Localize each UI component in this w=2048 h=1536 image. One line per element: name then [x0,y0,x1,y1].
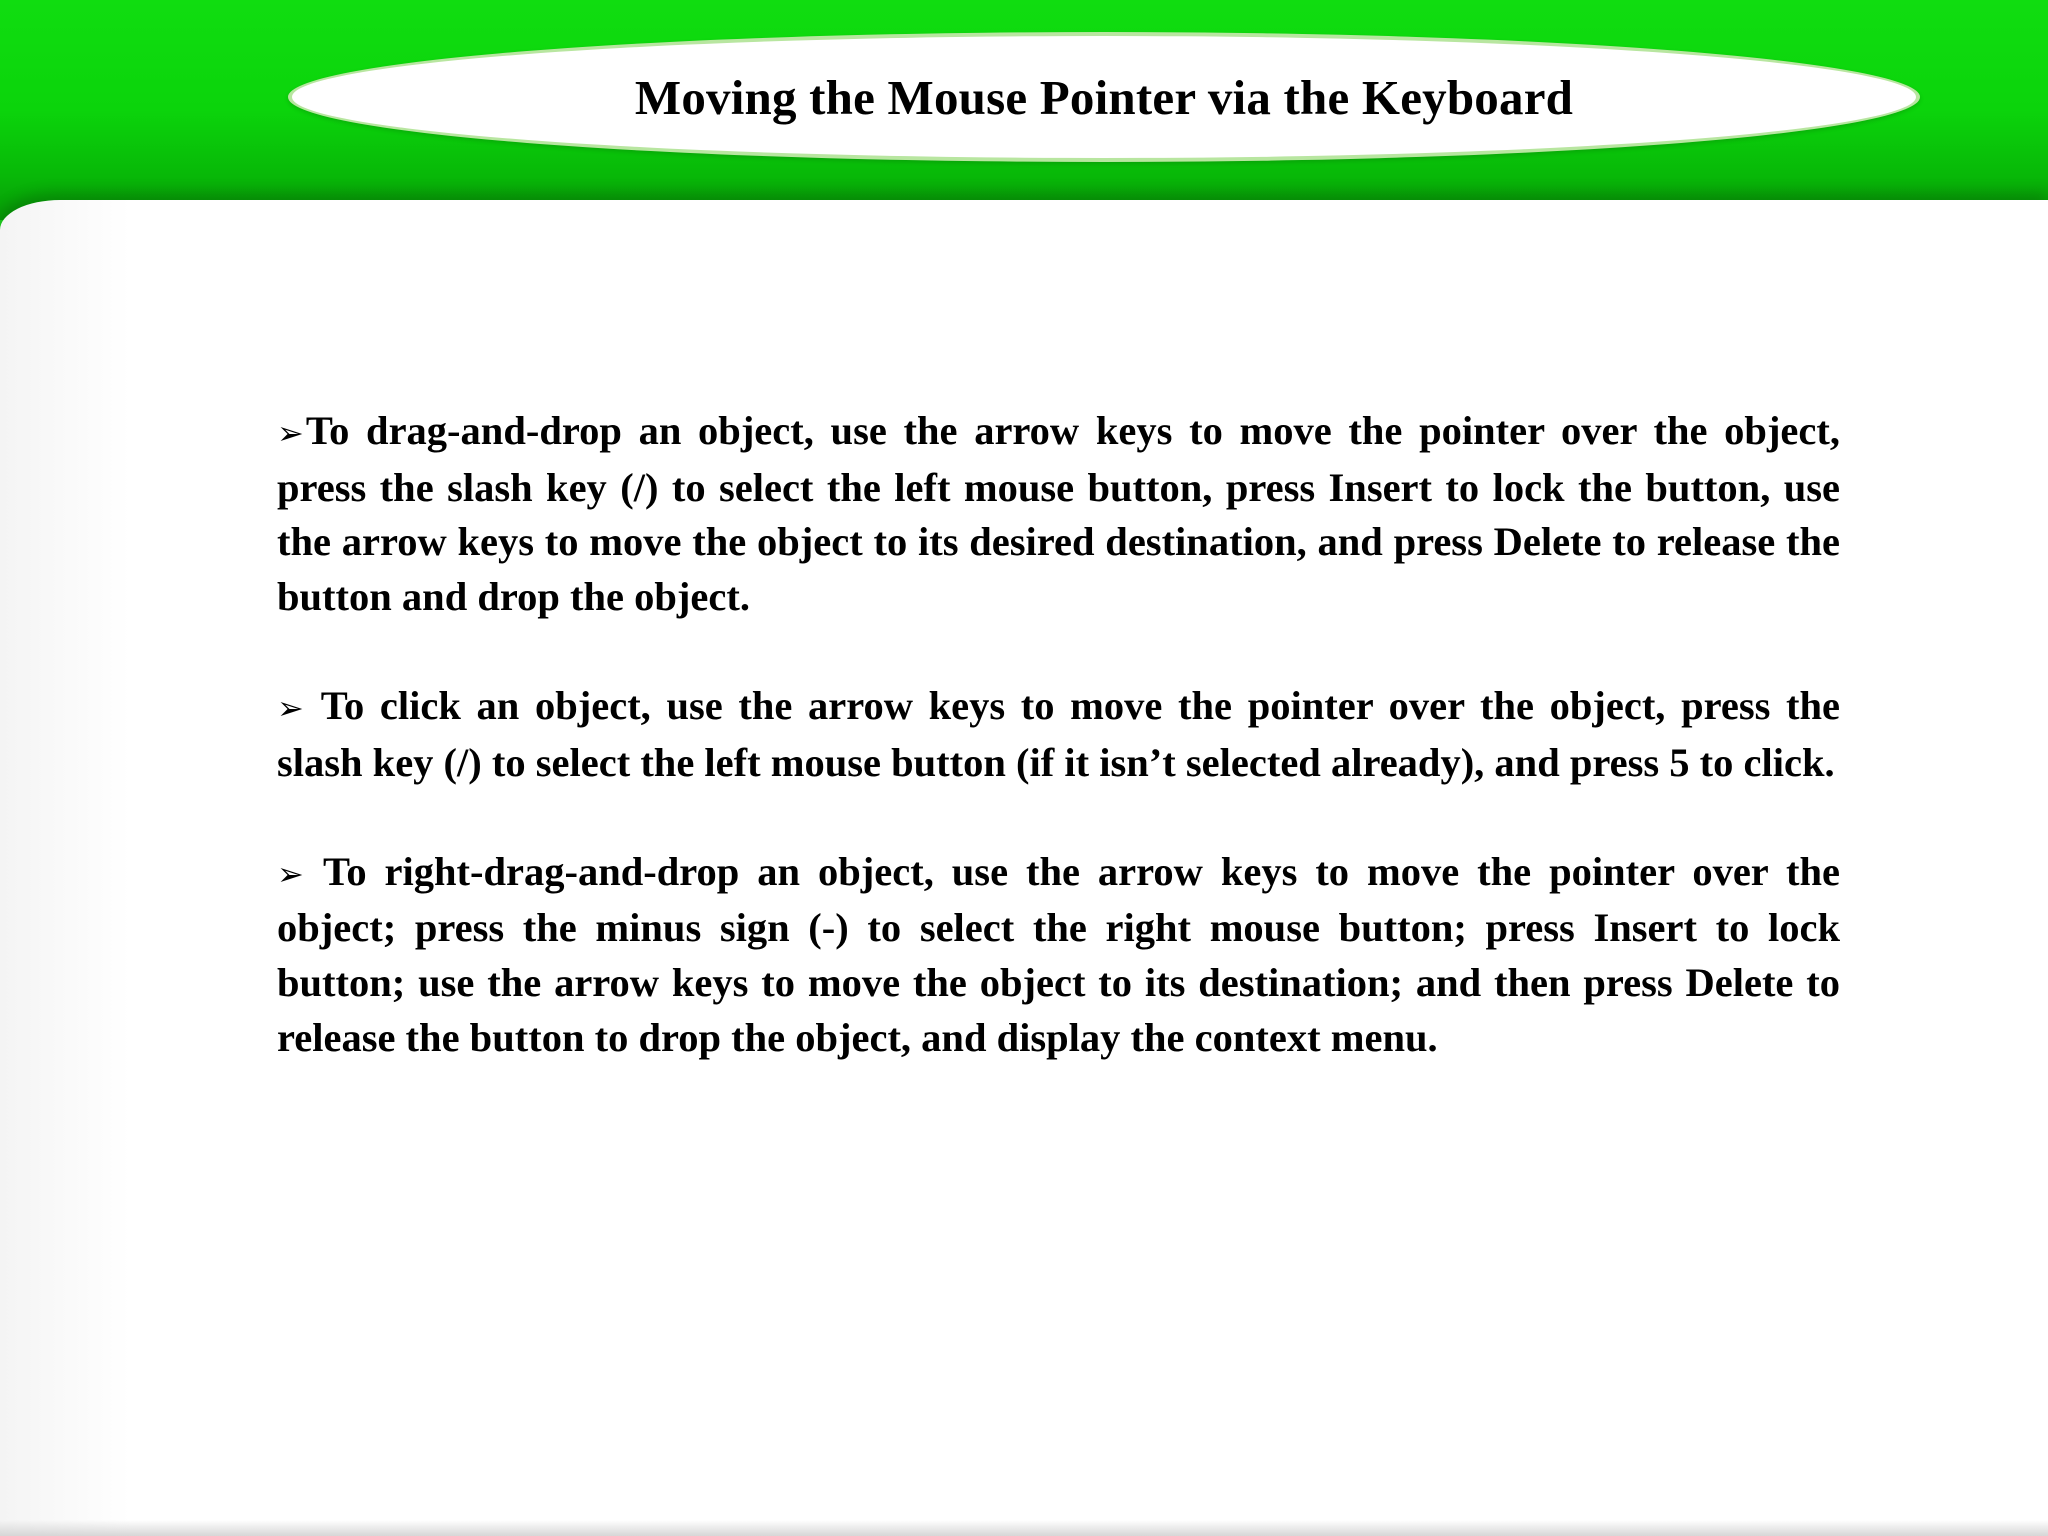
bullet-paragraph-2 [277,679,1840,790]
bullet-text: To right-drag-and-drop an object, use the arrow keys to move the pointer over the object; press the minus sign (-) to select the right mouse button; press Insert to lock button; use the arrow keys to move the object to its destination; and then press Delete to release the button to drop the object, and display the context menu. [277,848,1840,1060]
arrow-bullet-icon: ➢ [277,854,304,893]
bullet-paragraph-1 [277,404,1840,624]
panel-bottom-shade [0,1520,2048,1536]
bullet-text: To drag-and-drop an object, use the arrow keys to move the pointer over the object, press the slash key (/) to select the left mouse button, press Insert to lock the button, use the arrow keys to move the object to its desired destination, and press Delete to release the button and drop the object. [277,408,1840,619]
arrow-bullet-icon: ➢ [277,688,304,727]
bullet-text: To click an object, use the arrow keys to move the pointer over the object, press the slash key (/) to select the left mouse button (if it isn’t selected already), and press 5 to click. [277,682,1840,785]
bullet-list [277,404,1840,1120]
bullet-paragraph-3 [277,845,1840,1065]
arrow-bullet-icon: ➢ [277,414,304,452]
slide-title: Moving the Mouse Pointer via the Keyboard [634,69,1574,125]
title-oval [288,32,1920,162]
